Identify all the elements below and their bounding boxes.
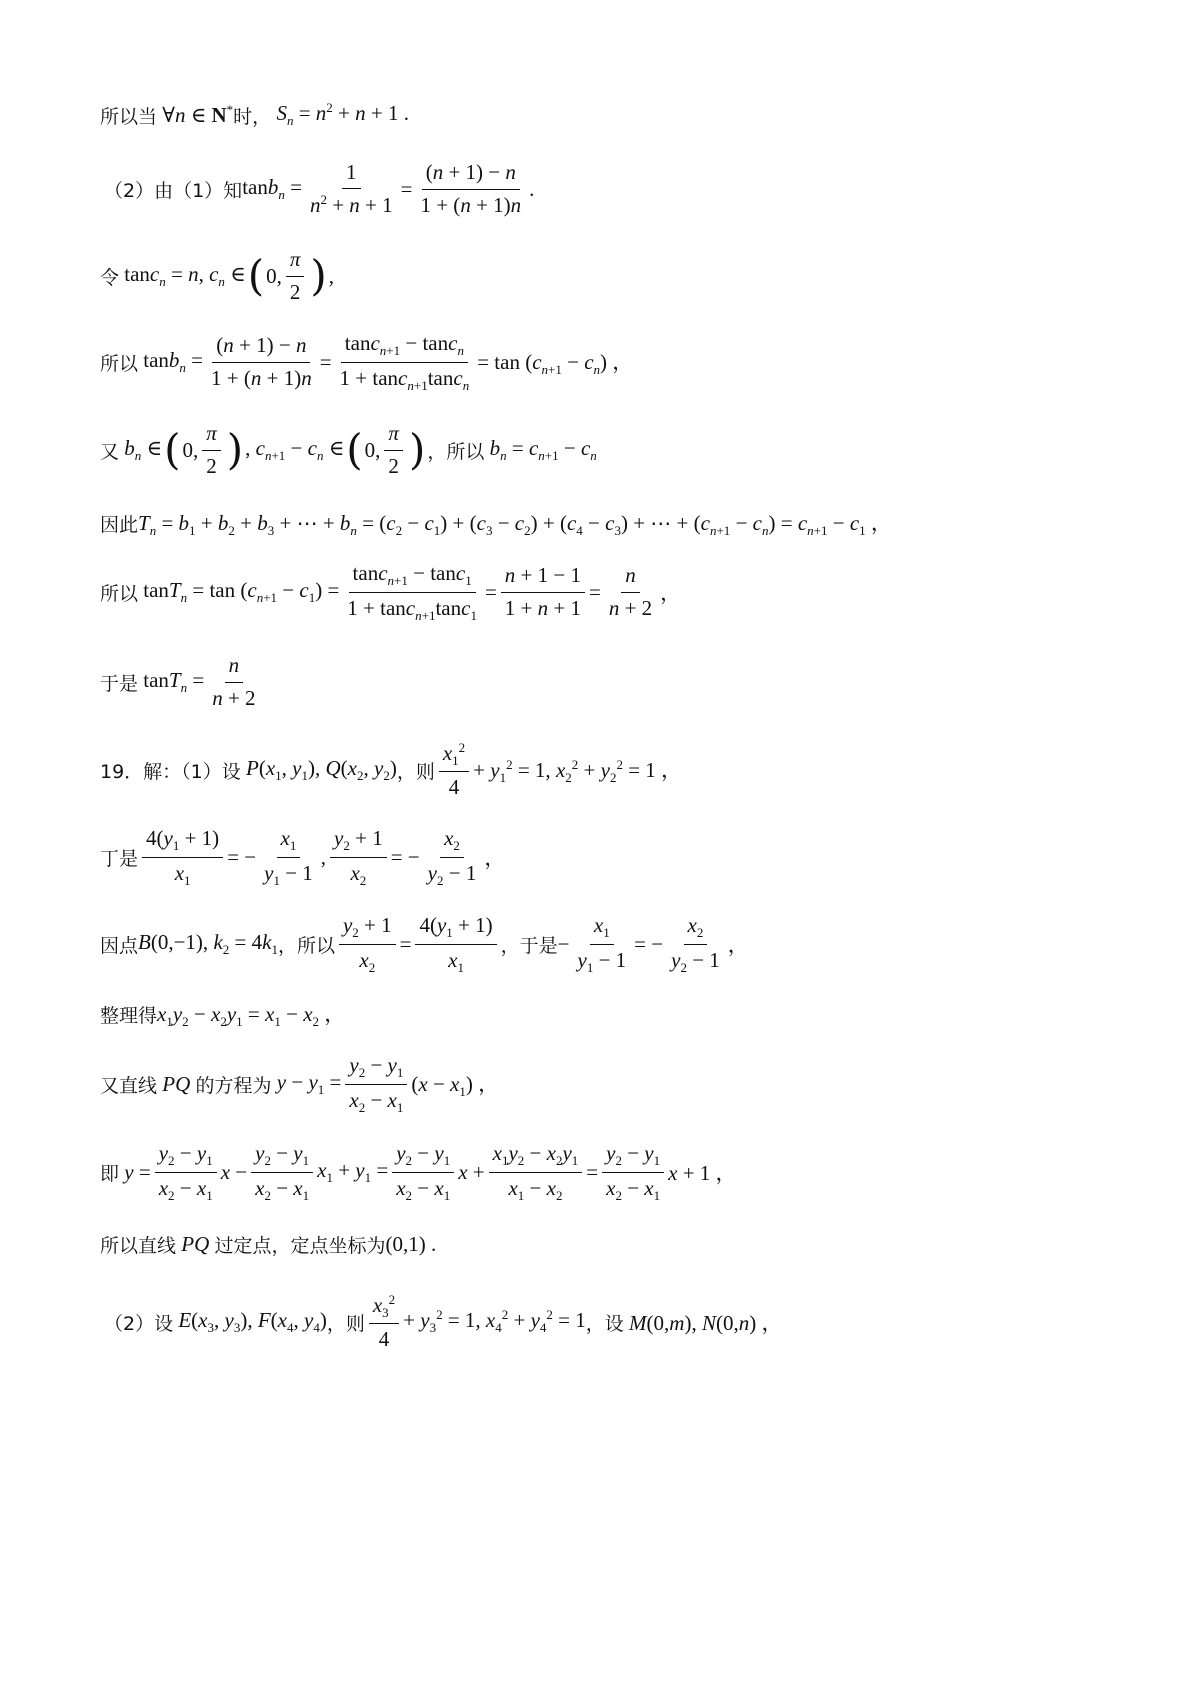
text-segment: 所以当 [100, 105, 158, 128]
line-2: （2）由（1）知 tanb$_n$ = $\frac{1}{n^2 + n + 1}$ = $\frac{(n + 1) - n}{1 + (n + 1)n}$ . [104, 159, 535, 217]
fraction: $\frac{y_2 - y_1}{x_2 - x_1}$ [602, 1141, 664, 1204]
text-segment: 丁是 [100, 847, 139, 870]
fraction: $\frac{(n + 1) - n}{1 + (n + 1)n}$ [420, 160, 522, 217]
text-segment: 因此 [100, 513, 139, 536]
line-16: （2）设 $E(x_3$, $y_3$), $F(x_4$, $y_4$) ，则 $\frac{x_3^2}{4}$ + $y_3^2 = 1$, $x_4^2 + y_4^2 = 1$ ，设 M(0,m), N(0,n) ， [104, 1291, 783, 1352]
line-14: 即 y = $\frac{y_2 - y_1}{x_2 - x_1}$ x − $\frac{y_2 - y_1}{x_2 - x_1}$ $x_1 + y_1$ = $\frac{y_2 - y_1}{x_2 - x_1}$ x + $\frac{x_1y_2 - x_2y_1}{x_1 - x_2}$ = $\frac{y_2 - y_1}{x_2 - x_1}$ x + 1 ， [100, 1140, 737, 1203]
fraction: $\frac{y_2 - y_1}{x_2 - x_1}$ [155, 1141, 217, 1204]
text-segment: ，所以 [427, 440, 485, 463]
text-segment: 所以 [100, 582, 139, 605]
text-segment: 于是 [100, 672, 139, 695]
text-segment: ，则 [326, 1312, 365, 1335]
fraction: $\frac{\pi}{2}$ [202, 421, 221, 478]
math-expression: $S_n = n^2 + n + 1$ . [276, 100, 409, 129]
text-segment: 19．解：（1）设 [100, 760, 241, 783]
line-10: 丁是 $\frac{4(y_1 + 1)}{x_1}$ = − $\frac{x_1}{y_1 - 1}$ , $\frac{y_2 + 1}{x_2}$ = − $\frac{x_2}{y_2 - 1}$ ， [100, 825, 506, 888]
fraction: $\frac{\pi}{2}$ [286, 247, 305, 304]
fraction: $\frac{x_1^2}{4}$ [439, 740, 469, 801]
fraction: $\frac{4(y_1 + 1)}{x_1}$ [142, 826, 223, 889]
text-segment: 整理得 [100, 1004, 158, 1027]
line-6: 因此 $T_n = b_1 + b_2 + b_3$ + ⋯ + $b_n = (c_2 - c_1) + (c_3 - c_2) + (c_4 - c_3)$ + ⋯ + $(c_{n+1} - c_n) = c_{n+1} - c_1$ ， [100, 510, 892, 539]
math-expression: tanb$_n$ = [242, 174, 302, 203]
text-segment: ，所以 [277, 934, 335, 957]
fraction: $\frac{\tan c_{n+1} - \tan c_1}{1 + \tan c_{n+1}\tan c_1}$ [347, 560, 477, 623]
fraction: $\frac{y_2 + 1}{x_2}$ [339, 913, 396, 976]
text-segment: 所以直线 [100, 1234, 177, 1257]
line-12: 整理得 $x_1y_2 - x_2y_1 = x_1 - x_2$ ， [100, 1001, 346, 1030]
fraction: $\frac{x_1}{y_1 - 1}$ [264, 825, 313, 888]
fraction: $\frac{n + 1 - 1}{1 + n + 1}$ [501, 563, 585, 620]
text-segment: 的方程为 [195, 1074, 272, 1097]
text-segment: 因点 [100, 934, 139, 957]
text-segment: （2）由（1）知 [104, 179, 243, 202]
fraction: $\frac{1}{n^2 + n + 1}$ [309, 159, 393, 217]
text-segment: 又直线 [100, 1074, 158, 1097]
line-11: 因点 B(0,−1), $k_2 = 4k_1$ ，所以 $\frac{y_2 + 1}{x_2}$ = $\frac{4(y_1 + 1)}{x_1}$ ，于是 − $\frac{x_1}{y_1 - 1}$ = − $\frac{x_2}{y_2 - 1}$ ， [100, 912, 749, 975]
fraction: $\frac{x_2}{y_2 - 1}$ [427, 825, 477, 888]
fraction: $\frac{\pi}{2}$ [384, 421, 403, 478]
fraction: $\frac{x_1y_2 - x_2y_1}{x_1 - x_2}$ [489, 1141, 583, 1204]
line-4: 所以 tanb$_n$ = $\frac{(n + 1) - n}{1 + (n + 1)n}$ = $\frac{\tan c_{n+1} - \tan c_n}{1 + \tan c_{n+1}\tan c_n}$ = $\tan (c_{n+1} - c_n)$ ， [100, 330, 634, 393]
fraction: $\frac{\tan c_{n+1} - \tan c_n}{1 + \tan c_{n+1}\tan c_n}$ [339, 330, 470, 393]
fraction: $\frac{x_2}{y_2 - 1}$ [671, 912, 720, 975]
fraction: $\frac{y_2 - y_1}{x_2 - x_1}$ [345, 1053, 407, 1116]
fraction: $\frac{y_2 - y_1}{x_2 - x_1}$ [251, 1141, 313, 1204]
text-segment: 令 [100, 266, 120, 289]
fraction: $\frac{y_2 + 1}{x_2}$ [330, 826, 387, 889]
line-1 [100, 100, 409, 130]
text-segment: ，则 [396, 760, 435, 783]
text-segment: （2）设 [104, 1312, 174, 1335]
text-segment: 过定点，定点坐标为 [214, 1234, 386, 1257]
line-5: 又 $b_n$ ∈ ( 0, $\frac{\pi}{2}$ ) , $c_{n+1} - c_n$ ∈ ( 0, $\frac{\pi}{2}$ ) ，所以 $b_n = c_{n+1} - c_n$ [100, 421, 597, 478]
text-segment: 又 [100, 440, 120, 463]
line-8: 于是 tanT$_n$ = $\frac{n}{n + 2}$ [100, 650, 264, 714]
fraction: $\frac{4(y_1 + 1)}{x_1}$ [415, 913, 496, 976]
fraction: $\frac{y_2 - y_1}{x_2 - x_1}$ [392, 1141, 454, 1204]
math-expression: tanc$_n$ = n, $c_n$ ∈ [119, 261, 246, 290]
fraction: $\frac{x_3^2}{4}$ [369, 1292, 399, 1353]
line-13: 又直线 PQ 的方程为 $y - y_1$ = $\frac{y_2 - y_1}{x_2 - x_1}$ $(x - x_1)$ ， [100, 1052, 500, 1115]
text-segment: ，于是 [500, 934, 558, 957]
text-segment: 即 [100, 1162, 120, 1185]
line-9: 19．解：（1）设 $P(x_1$, $y_1$), $Q(x_2$, $y_2$) ，则 $\frac{x_1^2}{4}$ + $y_1^2 = 1$, $x_2^2 + y_2^2 = 1$ ， [100, 739, 683, 800]
line-3: 令 tanc$_n$ = n, $c_n$ ∈ ( 0, $\frac{\pi}{2}$ ) , [100, 247, 335, 304]
fraction: $\frac{n}{n + 2}$ [212, 653, 256, 710]
text-segment: ，设 [585, 1312, 624, 1335]
fraction: $\frac{(n + 1) - n}{1 + (n + 1)n}$ [211, 333, 312, 390]
math-expression: ∀n ∈ N* [157, 102, 234, 127]
text-segment: 时， [233, 105, 272, 128]
text-segment: 所以 [100, 352, 139, 375]
line-15: 所以直线 PQ 过定点，定点坐标为 (0,1) . [100, 1231, 437, 1257]
fraction: $\frac{x_1}{y_1 - 1}$ [577, 912, 627, 975]
line-7: 所以 $\tan T_n = \tan (c_{n+1} - c_1)$ = $\frac{\tan c_{n+1} - \tan c_1}{1 + \tan c_{n+1}\tan c_1}$ = $\frac{n + 1 - 1}{1 + n + 1}$ = $\frac{n}{n + 2}$ ， [100, 560, 682, 623]
fraction: $\frac{n}{n + 2}$ [608, 563, 653, 620]
